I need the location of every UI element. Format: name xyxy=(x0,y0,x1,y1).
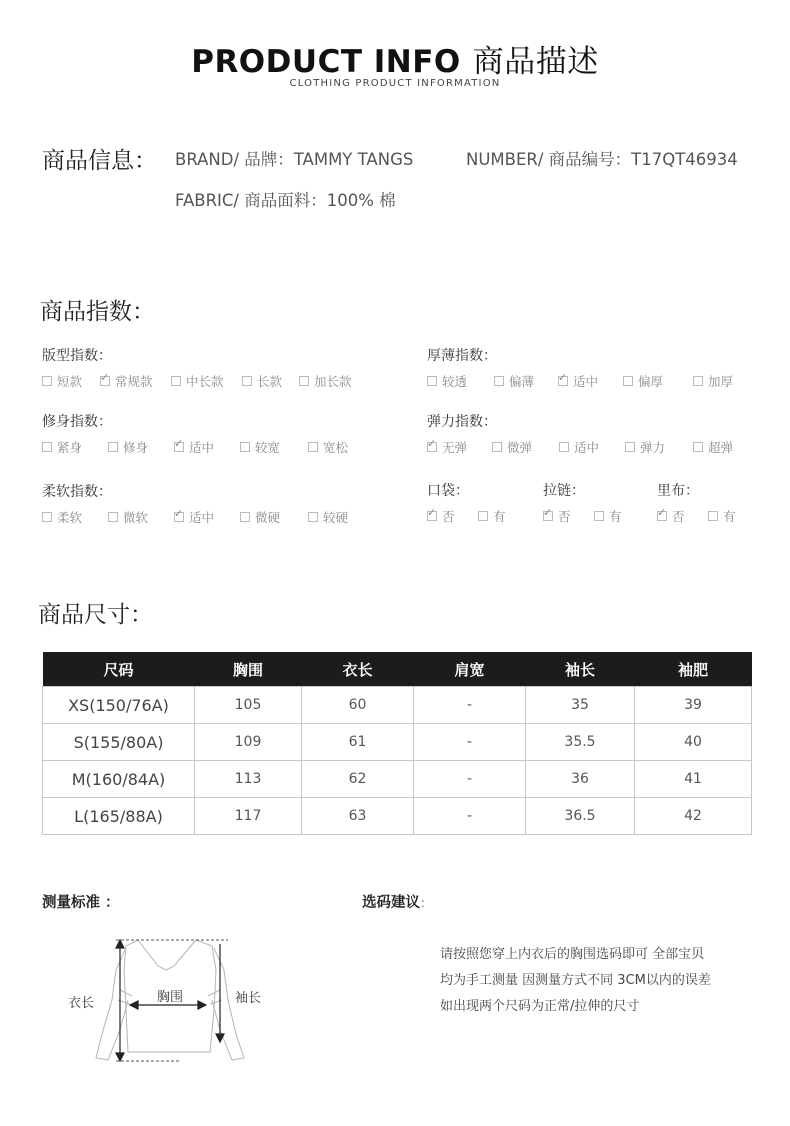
table-cell: S(155/80A) xyxy=(43,724,195,761)
advice-line: 均为手工测量 因测量方式不同 3CM以内的误差 xyxy=(440,973,711,988)
option-label: 适中 xyxy=(573,374,599,389)
page-title xyxy=(0,36,790,81)
table-cell: 113 xyxy=(195,761,302,798)
table-cell: 41 xyxy=(635,761,752,798)
table-cell: 42 xyxy=(635,798,752,835)
checkbox-icon xyxy=(42,512,52,522)
length-arrow-icon xyxy=(116,940,124,1061)
table-cell: 61 xyxy=(302,724,414,761)
option xyxy=(427,372,467,390)
option-label: 微硬 xyxy=(255,510,281,525)
option xyxy=(308,508,348,526)
measure-heading: 测量标准 ： xyxy=(42,895,120,911)
table-row xyxy=(43,761,752,798)
option xyxy=(492,438,532,456)
column-header: 尺码 xyxy=(43,652,195,687)
option-label: 较宽 xyxy=(255,440,281,455)
table-cell: - xyxy=(414,687,526,724)
checkbox-icon xyxy=(308,442,318,452)
checked-checkbox-icon xyxy=(174,442,184,452)
index-group-label: 厚薄指数： xyxy=(427,348,497,364)
index-group-label: 修身指数： xyxy=(42,414,112,430)
brand-info: BRAND/ 品牌：TAMMY TANGS xyxy=(175,150,414,169)
table-cell: 60 xyxy=(302,687,414,724)
index-group-label: 版型指数： xyxy=(42,348,112,364)
checkbox-icon xyxy=(594,511,604,521)
option-label: 适中 xyxy=(574,440,600,455)
table-row xyxy=(43,687,752,724)
option-label: 适中 xyxy=(189,510,215,525)
title-cn: 商品描述 xyxy=(472,44,599,80)
option xyxy=(42,438,82,456)
option xyxy=(708,507,736,525)
checkbox-icon xyxy=(478,511,488,521)
checkbox-icon xyxy=(559,442,569,452)
advice-line: 请按照您穿上内衣后的胸围选码即可 全部宝贝 xyxy=(440,947,705,962)
column-header: 胸围 xyxy=(195,652,302,687)
checked-checkbox-icon xyxy=(558,376,568,386)
index-group-label: 柔软指数： xyxy=(42,484,112,500)
advice-line: 如出现两个尺码为正常/拉伸的尺寸 xyxy=(440,999,640,1014)
option xyxy=(174,508,214,526)
option xyxy=(427,507,455,525)
column-header: 肩宽 xyxy=(414,652,526,687)
checked-checkbox-icon xyxy=(427,442,437,452)
option xyxy=(625,438,665,456)
checked-checkbox-icon xyxy=(657,511,667,521)
checkbox-icon xyxy=(242,376,252,386)
option-label: 中长款 xyxy=(186,374,224,389)
table-cell: 36.5 xyxy=(526,798,635,835)
table-cell: 35 xyxy=(526,687,635,724)
length-label: 衣长 xyxy=(68,996,95,1011)
option-label: 较硬 xyxy=(323,510,349,525)
option-label: 有 xyxy=(493,509,506,524)
checkbox-icon xyxy=(308,512,318,522)
table-cell: M(160/84A) xyxy=(43,761,195,798)
lining-label: 里布： xyxy=(657,483,699,499)
table-cell: 36 xyxy=(526,761,635,798)
option-label: 短款 xyxy=(57,374,83,389)
table-cell: 105 xyxy=(195,687,302,724)
option xyxy=(558,372,598,390)
checkbox-icon xyxy=(108,442,118,452)
checkbox-icon xyxy=(492,442,502,452)
column-header: 袖肥 xyxy=(635,652,752,687)
checkbox-icon xyxy=(693,442,703,452)
fabric-info: FABRIC/ 商品面料：100% 棉 xyxy=(175,191,396,210)
product-info-heading: 商品信息： xyxy=(42,148,157,174)
option xyxy=(693,372,733,390)
option xyxy=(559,438,599,456)
indices-heading: 商品指数： xyxy=(40,299,155,325)
option-label: 偏厚 xyxy=(638,374,664,389)
option xyxy=(240,508,280,526)
option xyxy=(108,508,148,526)
option-label: 长款 xyxy=(257,374,283,389)
sleeve-arrow-icon xyxy=(216,944,224,1042)
table-cell: 109 xyxy=(195,724,302,761)
option xyxy=(299,372,352,390)
option xyxy=(594,507,622,525)
checkbox-icon xyxy=(299,376,309,386)
option-label: 紧身 xyxy=(57,440,83,455)
option-label: 有 xyxy=(609,509,622,524)
checkbox-icon xyxy=(427,376,437,386)
option-label: 否 xyxy=(558,509,571,524)
option-label: 宽松 xyxy=(323,440,349,455)
option-label: 常规款 xyxy=(115,374,153,389)
table-cell: 117 xyxy=(195,798,302,835)
option-label: 有 xyxy=(723,509,736,524)
option xyxy=(623,372,663,390)
option xyxy=(693,438,733,456)
checked-checkbox-icon xyxy=(427,511,437,521)
checkbox-icon xyxy=(625,442,635,452)
option xyxy=(42,508,82,526)
checkbox-icon xyxy=(42,376,52,386)
sleeve-label: 袖长 xyxy=(235,991,262,1006)
option-label: 否 xyxy=(442,509,455,524)
option-label: 加长款 xyxy=(314,374,352,389)
option xyxy=(242,372,282,390)
option-label: 无弹 xyxy=(442,440,468,455)
table-cell: - xyxy=(414,798,526,835)
option xyxy=(657,507,685,525)
table-cell: 39 xyxy=(635,687,752,724)
size-table xyxy=(42,652,752,835)
table-row xyxy=(43,724,752,761)
table-cell: 62 xyxy=(302,761,414,798)
checked-checkbox-icon xyxy=(174,512,184,522)
advice-heading xyxy=(362,891,432,912)
option-label: 柔软 xyxy=(57,510,83,525)
option-label: 适中 xyxy=(189,440,215,455)
table-cell: 40 xyxy=(635,724,752,761)
pocket-label: 口袋： xyxy=(427,483,469,499)
page-subtitle: CLOTHING PRODUCT INFORMATION xyxy=(289,78,501,89)
checkbox-icon xyxy=(108,512,118,522)
advice-text xyxy=(440,942,711,1020)
option xyxy=(174,438,214,456)
title-en: PRODUCT INFO xyxy=(191,44,461,80)
checkbox-icon xyxy=(693,376,703,386)
option xyxy=(427,438,467,456)
number-info: NUMBER/ 商品编号：T17QT46934 xyxy=(466,150,738,169)
checkbox-icon xyxy=(623,376,633,386)
option-label: 加厚 xyxy=(708,374,734,389)
option-label: 修身 xyxy=(123,440,149,455)
checkbox-icon xyxy=(171,376,181,386)
option-label: 否 xyxy=(672,509,685,524)
table-cell: 63 xyxy=(302,798,414,835)
option xyxy=(42,372,82,390)
column-header: 袖长 xyxy=(526,652,635,687)
option xyxy=(543,507,571,525)
option-label: 弹力 xyxy=(640,440,666,455)
checkbox-icon xyxy=(494,376,504,386)
checkbox-icon xyxy=(42,442,52,452)
table-cell: - xyxy=(414,761,526,798)
option-label: 微软 xyxy=(123,510,149,525)
table-cell: 35.5 xyxy=(526,724,635,761)
option-label: 超弹 xyxy=(708,440,734,455)
advice-heading-text: 选码建议 xyxy=(362,895,420,911)
option xyxy=(478,507,506,525)
checkbox-icon xyxy=(240,442,250,452)
table-cell: XS(150/76A) xyxy=(43,687,195,724)
table-row xyxy=(43,798,752,835)
checked-checkbox-icon xyxy=(543,511,553,521)
option-label: 微弹 xyxy=(507,440,533,455)
index-group-label: 弹力指数： xyxy=(427,414,497,430)
option xyxy=(100,372,153,390)
option xyxy=(494,372,534,390)
chest-label: 胸围 xyxy=(157,990,184,1005)
option-label: 较透 xyxy=(442,374,468,389)
table-cell: L(165/88A) xyxy=(43,798,195,835)
size-heading: 商品尺寸： xyxy=(38,602,153,628)
checkbox-icon xyxy=(708,511,718,521)
advice-heading-colon: ： xyxy=(420,896,433,910)
option xyxy=(240,438,280,456)
option xyxy=(308,438,348,456)
table-header-row xyxy=(43,652,752,687)
table-cell: - xyxy=(414,724,526,761)
checked-checkbox-icon xyxy=(100,376,110,386)
option-label: 偏薄 xyxy=(509,374,535,389)
option xyxy=(171,372,224,390)
column-header: 衣长 xyxy=(302,652,414,687)
zipper-label: 拉链： xyxy=(543,483,585,499)
checkbox-icon xyxy=(240,512,250,522)
option xyxy=(108,438,148,456)
